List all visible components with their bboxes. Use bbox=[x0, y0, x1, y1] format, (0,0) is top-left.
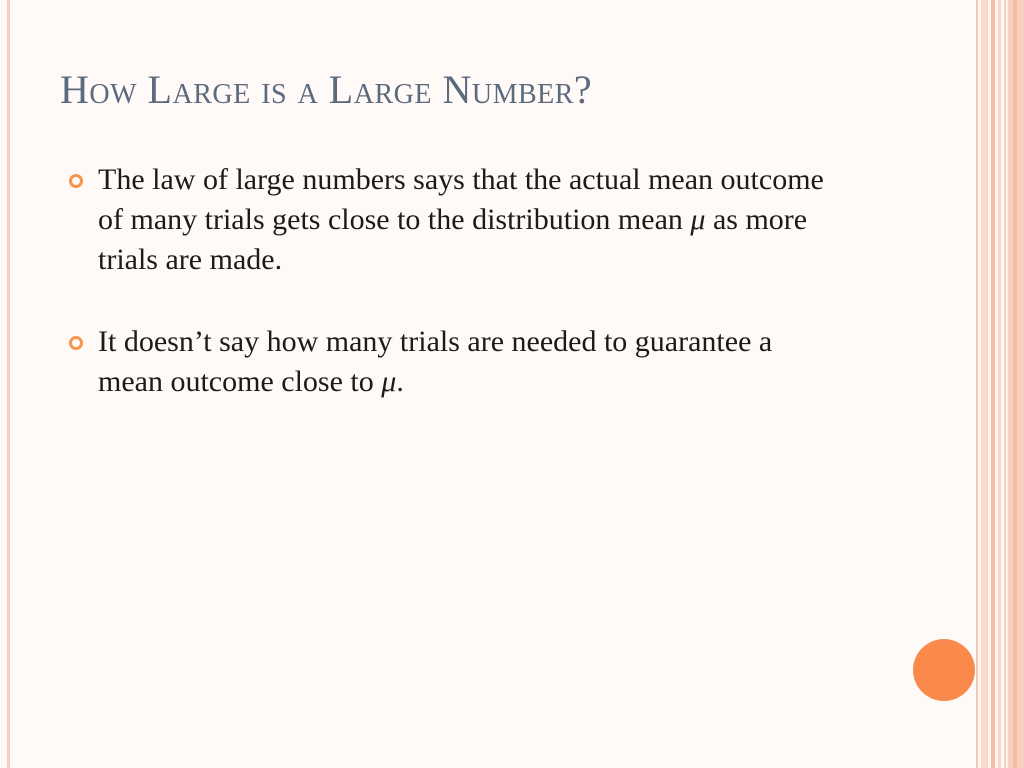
slide-title: How Large is a Large Number? bbox=[60, 67, 593, 112]
bullet-text: . bbox=[396, 365, 404, 398]
bullet-text: It doesn’t say how many trials are needed to guarantee a mean outcome close to bbox=[98, 325, 773, 398]
bullet-text: as more trials are made. bbox=[98, 203, 808, 276]
right-border-stripe bbox=[991, 0, 995, 768]
right-border-stripe bbox=[981, 0, 988, 768]
right-border-stripe bbox=[998, 0, 1001, 768]
mu-symbol: μ bbox=[690, 203, 706, 236]
mu-symbol: μ bbox=[381, 365, 397, 398]
bullet-circle-icon bbox=[69, 174, 83, 188]
bullet-list bbox=[66, 160, 826, 444]
bullet-item bbox=[66, 322, 826, 402]
right-border-stripe bbox=[1006, 0, 1008, 768]
bullet-circle-icon bbox=[69, 336, 83, 350]
orange-circle-icon bbox=[913, 639, 975, 701]
right-border-stripe bbox=[976, 0, 978, 768]
bullet-item bbox=[66, 160, 826, 280]
left-border-line bbox=[7, 0, 10, 768]
right-border-stripe bbox=[1013, 0, 1017, 768]
bullet-text: The law of large numbers says that the actual mean outcome of many trials gets close to the distribution mean bbox=[98, 163, 824, 236]
